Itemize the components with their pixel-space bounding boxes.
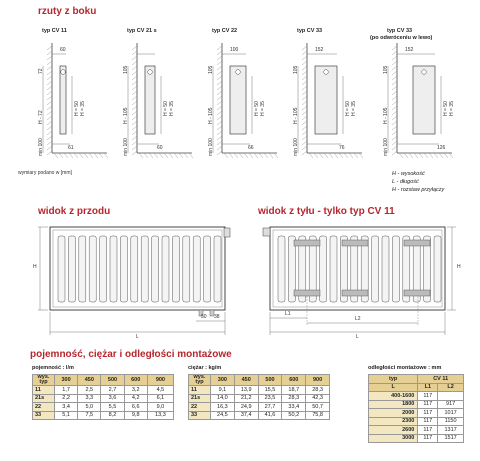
- table-cell: 117: [418, 426, 438, 435]
- radiator-fin: [382, 236, 389, 302]
- dim-h50: H = 50: [163, 101, 169, 116]
- legend-hs: H - rozstaw przyłączy: [392, 187, 445, 193]
- radiator-fin: [372, 236, 379, 302]
- table-cell: 28,3: [306, 386, 330, 395]
- dim-base: 76: [339, 145, 345, 151]
- table-cell: 5,5: [101, 403, 124, 412]
- table-cell: 24,9: [234, 403, 258, 412]
- table-row: [189, 394, 330, 403]
- col-header: 500: [258, 375, 282, 386]
- row-header: 3000: [369, 434, 418, 443]
- row-header: 22: [33, 403, 55, 412]
- back-dim-h: H: [457, 264, 461, 270]
- weight-caption: ciężar : kg/m: [188, 365, 222, 371]
- row-header: 1800: [369, 400, 418, 409]
- table-cell: 2,5: [78, 386, 101, 395]
- table-row: [33, 394, 174, 403]
- table-cell: 117: [418, 409, 438, 418]
- row-header: 11: [33, 386, 55, 395]
- row-header: 21s: [33, 394, 55, 403]
- row-header: 2600: [369, 426, 418, 435]
- table-cell: 117: [418, 400, 438, 409]
- table-cell: 24,5: [211, 411, 235, 420]
- back-dim-l2: L2: [355, 316, 361, 322]
- row-header: 22: [189, 403, 211, 412]
- back-dim-l1: L1: [285, 311, 291, 317]
- radiator-fin: [320, 236, 327, 302]
- dim-top: 60: [60, 47, 66, 53]
- row-header: 400-1600: [369, 392, 418, 401]
- dim-vertical: H - 105: [383, 107, 389, 124]
- table-cell: 917: [438, 400, 464, 409]
- dim-h50: H = 50: [345, 101, 351, 116]
- table-row: [369, 392, 464, 401]
- dim-top-offset: 72: [38, 68, 44, 74]
- radiator-fin: [330, 236, 337, 302]
- table-row: [189, 411, 330, 420]
- table-cell: 16,3: [211, 403, 235, 412]
- front-dim-38: 38: [214, 314, 220, 320]
- dim-vertical: H - 72: [38, 110, 44, 124]
- corner-cell: wys. typ: [33, 375, 55, 386]
- table-cell: 9,8: [124, 411, 147, 420]
- distance-caption: odległości montażowe : mm: [368, 365, 442, 371]
- table-cell: 75,8: [306, 411, 330, 420]
- table-cell: 42,3: [306, 394, 330, 403]
- table-cell: 1017: [438, 409, 464, 418]
- dim-h35: H = 35: [80, 101, 86, 116]
- table-row: [33, 386, 174, 395]
- table-cell: 33,4: [282, 403, 306, 412]
- legend-l: L - długość: [392, 179, 419, 185]
- side-view-type: typ CV 33: [387, 28, 413, 34]
- side-view-type: typ CV 11: [42, 28, 67, 34]
- table-header-row: [189, 375, 330, 386]
- col-header: L: [369, 383, 418, 392]
- dim-vertical: H - 105: [123, 107, 129, 124]
- row-header: 33: [33, 411, 55, 420]
- tables-title: pojemność, ciężar i odległości montażowe: [30, 349, 232, 360]
- dim-top-offset: 105: [383, 65, 389, 74]
- table-cell: 117: [418, 392, 438, 401]
- table-cell: 5,0: [78, 403, 101, 412]
- col-header: 900: [147, 375, 173, 386]
- dim-base: 60: [157, 145, 163, 151]
- table-cell: 1317: [438, 426, 464, 435]
- table-header-row: [33, 375, 174, 386]
- side-view-type: typ CV 33: [297, 28, 323, 34]
- table-cell: 13,9: [234, 386, 258, 395]
- table-header-row: [369, 375, 464, 384]
- legend-h: H - wysokość: [392, 171, 425, 177]
- weight-table: [188, 374, 330, 420]
- col-header: 900: [306, 375, 330, 386]
- table-cell: 117: [418, 417, 438, 426]
- table-cell: 4,2: [124, 394, 147, 403]
- dim-top-offset: 105: [293, 65, 299, 74]
- table-cell: 4,5: [147, 386, 173, 395]
- dim-h35: H = 35: [260, 101, 266, 116]
- distance-table: [368, 374, 464, 443]
- dim-min100: min 100: [208, 138, 214, 156]
- table-cell: 14,0: [211, 394, 235, 403]
- front-dim-50: 50: [201, 314, 207, 320]
- table-row: [33, 411, 174, 420]
- table-cell: 50,7: [306, 403, 330, 412]
- table-cell: 5,1: [55, 411, 78, 420]
- dim-min100: min 100: [38, 138, 44, 156]
- dim-vertical: H - 105: [208, 107, 214, 124]
- side-view-subtype: (po odwróceniu w lewo): [370, 35, 433, 41]
- table-cell: 28,3: [282, 394, 306, 403]
- dim-h35: H = 35: [169, 101, 175, 116]
- table-cell: 41,6: [258, 411, 282, 420]
- dim-top-offset: 105: [123, 65, 129, 74]
- table-row: [369, 409, 464, 418]
- row-header: 11: [189, 386, 211, 395]
- col-header: 500: [101, 375, 124, 386]
- col-header: 600: [282, 375, 306, 386]
- table-cell: 27,7: [258, 403, 282, 412]
- dim-base: 66: [248, 145, 254, 151]
- table-cell: 21,2: [234, 394, 258, 403]
- radiator-fin: [278, 236, 285, 302]
- side-view-type: typ CV 22: [212, 28, 238, 34]
- dim-h35: H = 35: [449, 101, 455, 116]
- col-header: 300: [55, 375, 78, 386]
- table-cell: 13,3: [147, 411, 173, 420]
- dim-h35: H = 35: [351, 101, 357, 116]
- table-cell: 3,4: [55, 403, 78, 412]
- dim-min100: min 100: [383, 138, 389, 156]
- radiator-fin: [392, 236, 399, 302]
- dim-base: 61: [68, 145, 74, 151]
- front-dim-h: H: [33, 264, 37, 270]
- table-cell: 1517: [438, 434, 464, 443]
- dim-vertical: H - 105: [293, 107, 299, 124]
- row-header: 33: [189, 411, 211, 420]
- table-cell: 3,6: [101, 394, 124, 403]
- dim-top: 152: [315, 47, 324, 53]
- dim-min100: min 100: [293, 138, 299, 156]
- col-header-cv: CV 11: [418, 375, 464, 384]
- table-row: [369, 434, 464, 443]
- col-header: 600: [124, 375, 147, 386]
- table-subheader-row: [369, 383, 464, 392]
- table-row: [33, 403, 174, 412]
- dim-top: 152: [405, 47, 414, 53]
- dim-base: 126: [437, 145, 446, 151]
- col-header: L1: [418, 383, 438, 392]
- row-header: 2000: [369, 409, 418, 418]
- side-view-type: typ CV 21 s: [127, 28, 157, 34]
- table-cell: 18,7: [282, 386, 306, 395]
- back-dim-l: L: [356, 334, 359, 340]
- row-header: 2300: [369, 417, 418, 426]
- units-note: wymiary podano w [mm]: [18, 170, 72, 176]
- table-cell: 1150: [438, 417, 464, 426]
- table-cell: 2,2: [55, 394, 78, 403]
- dim-top: 100: [230, 47, 239, 53]
- table-cell: 15,5: [258, 386, 282, 395]
- table-row: [369, 400, 464, 409]
- table-row: [189, 386, 330, 395]
- front-dim-l: L: [136, 334, 139, 340]
- table-cell: 50,2: [282, 411, 306, 420]
- back-view-title: widok z tyłu - tylko typ CV 11: [258, 206, 395, 217]
- row-header: 21s: [189, 394, 211, 403]
- table-cell: 9,0: [147, 403, 173, 412]
- table-cell: 6,6: [124, 403, 147, 412]
- capacity-caption: pojemność : l/m: [32, 365, 74, 371]
- front-view-title: widok z przodu: [38, 206, 111, 217]
- table-cell: 9,1: [211, 386, 235, 395]
- col-header: 300: [211, 375, 235, 386]
- table-cell: 3,3: [78, 394, 101, 403]
- corner-cell: wys. typ: [189, 375, 211, 386]
- table-row: [369, 426, 464, 435]
- dim-min100: min 100: [123, 138, 129, 156]
- table-row: [369, 417, 464, 426]
- capacity-table: [32, 374, 174, 420]
- table-cell: [438, 392, 464, 401]
- col-header-typ: typ: [369, 375, 418, 384]
- table-cell: 7,5: [78, 411, 101, 420]
- table-cell: 23,5: [258, 394, 282, 403]
- col-header: 450: [78, 375, 101, 386]
- table-cell: 37,4: [234, 411, 258, 420]
- radiator-fin: [434, 236, 441, 302]
- table-cell: 117: [418, 434, 438, 443]
- dim-h50: H = 50: [74, 101, 80, 116]
- col-header: L2: [438, 383, 464, 392]
- table-cell: 3,2: [124, 386, 147, 395]
- table-cell: 2,7: [101, 386, 124, 395]
- table-row: [189, 403, 330, 412]
- table-cell: 1,7: [55, 386, 78, 395]
- dim-h50: H = 50: [254, 101, 260, 116]
- table-cell: 8,2: [101, 411, 124, 420]
- dim-h50: H = 50: [443, 101, 449, 116]
- table-cell: 6,1: [147, 394, 173, 403]
- dim-top-offset: 105: [208, 65, 214, 74]
- col-header: 450: [234, 375, 258, 386]
- side-views-title: rzuty z boku: [38, 6, 97, 17]
